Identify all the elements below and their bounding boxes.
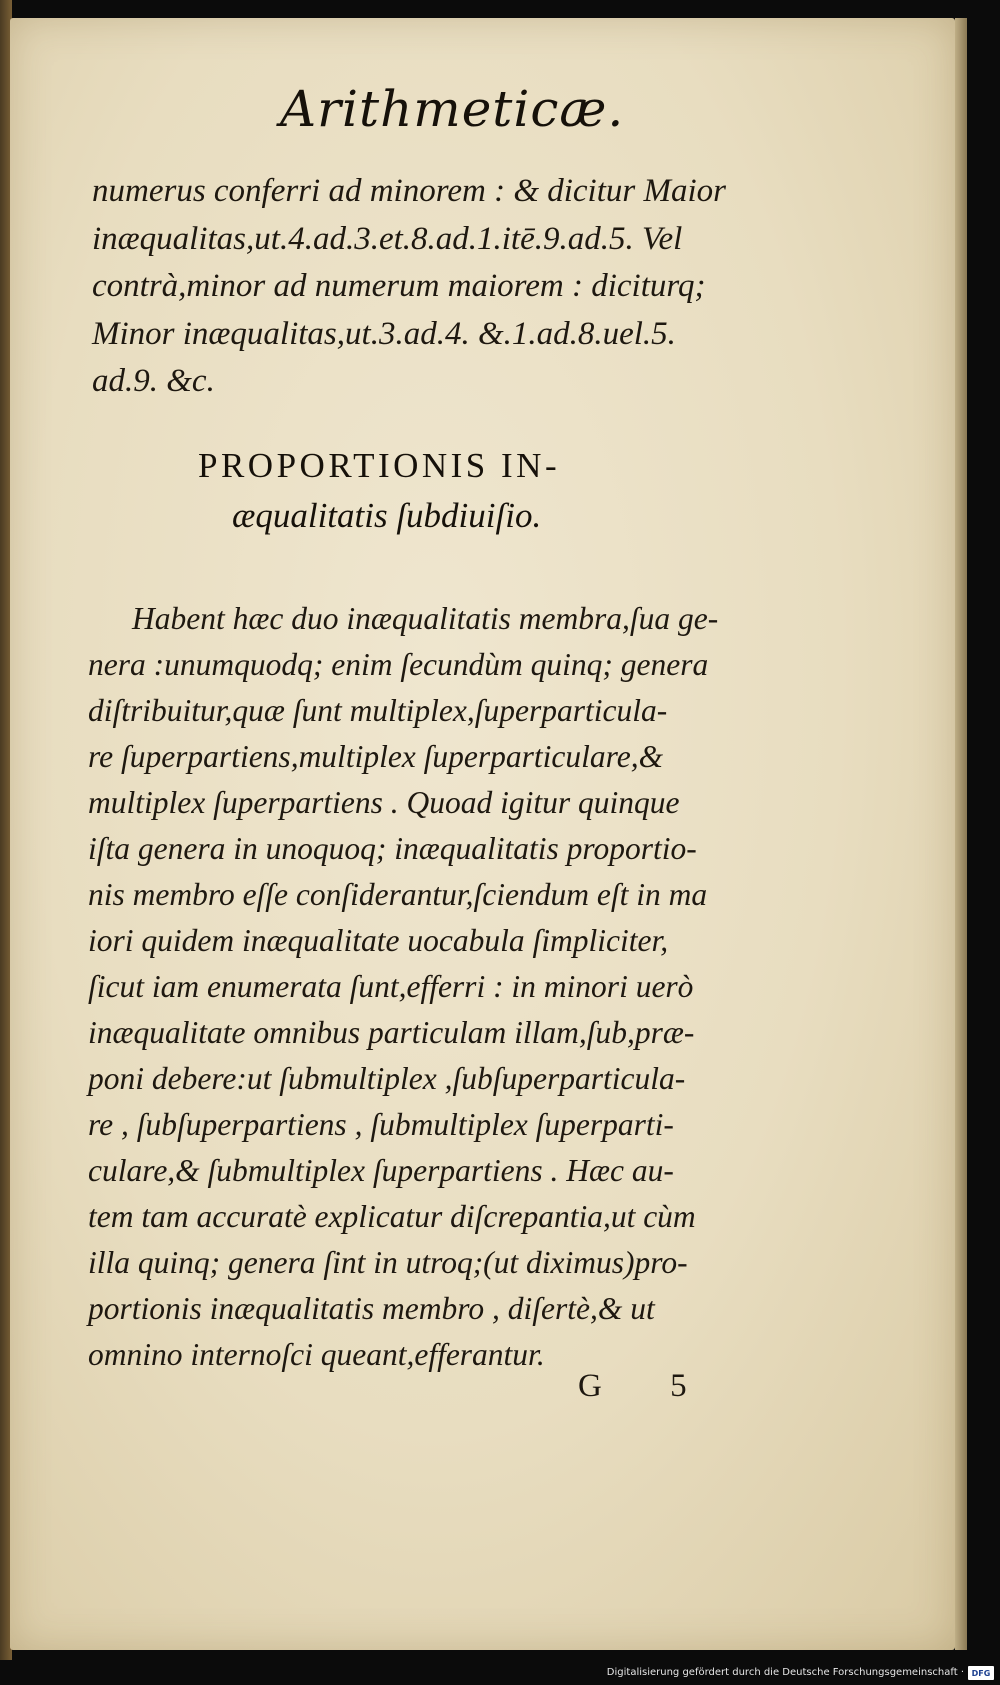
text-line: ad.9. &c.	[92, 363, 215, 399]
text-line: diſtribuitur,quæ ſunt multiplex,ſuperparticula-	[88, 693, 668, 728]
text-line: re , ſubſuperpartiens , ſubmultiplex ſuperparti-	[88, 1107, 674, 1142]
digitization-credit: Digitalisierung gefördert durch die Deutsche Forschungsgemeinschaft ·	[606, 1667, 964, 1678]
text-line: inæqualitate omnibus particulam illam,ſub,præ-	[88, 1015, 695, 1050]
text-line: nis membro eſſe conſiderantur,ſciendum eſt in ma	[88, 877, 708, 912]
text-line: ſicut iam enumerata ſunt,efferri : in minori uerò	[88, 969, 694, 1004]
text-line: iori quidem inæqualitate uocabula ſimpliciter,	[88, 923, 669, 958]
signature-mark: G 5	[578, 1368, 717, 1404]
page-edge-strip	[955, 18, 967, 1650]
running-head: Arithmeticæ.	[280, 80, 625, 138]
section-heading: PROPORTIONIS IN-	[198, 446, 561, 485]
dfg-logo-text: DFG	[971, 1668, 991, 1678]
text-line: contrà,minor ad numerum maiorem : diciturq;	[92, 268, 706, 304]
text-line: poni debere:ut ſubmultiplex ,ſubſuperparticula-	[88, 1061, 686, 1096]
text-line: re ſuperpartiens,multiplex ſuperparticulare,&	[88, 739, 664, 774]
paragraph-1	[92, 168, 812, 406]
dfg-logo	[968, 1666, 994, 1680]
text-line: portionis inæqualitatis membro , diſertè,& ut	[88, 1291, 655, 1326]
section-heading-subtitle: æqualitatis ſubdiuiſio.	[232, 496, 542, 535]
paragraph-2	[88, 596, 808, 1378]
text-line: omnino internoſci queant,efferantur.	[88, 1337, 545, 1372]
text-line: inæqualitas,ut.4.ad.3.et.8.ad.1.itē.9.ad.5. Vel	[92, 220, 683, 257]
text-line: Minor inæqualitas,ut.3.ad.4. &.1.ad.8.uel.5.	[92, 315, 676, 352]
text-line: nera :unumquodq; enim ſecundùm quinq; genera	[88, 647, 709, 682]
text-line: tem tam accuratè explicatur diſcrepantia,ut cùm	[88, 1199, 696, 1234]
book-page	[10, 18, 955, 1650]
text-line: numerus conferri ad minorem : & dicitur Maior	[92, 173, 726, 209]
text-line: illa quinq; genera ſint in utroq;(ut diximus)pro-	[88, 1245, 688, 1280]
text-line: iſta genera in unoquoq; inæqualitatis proportio-	[88, 831, 697, 866]
text-line: culare,& ſubmultiplex ſuperpartiens . Hæc au-	[88, 1153, 674, 1188]
text-line: multiplex ſuperpartiens . Quoad igitur quinque	[88, 785, 680, 820]
text-line: Habent hæc duo inæqualitatis membra,ſua ge-	[132, 601, 719, 636]
